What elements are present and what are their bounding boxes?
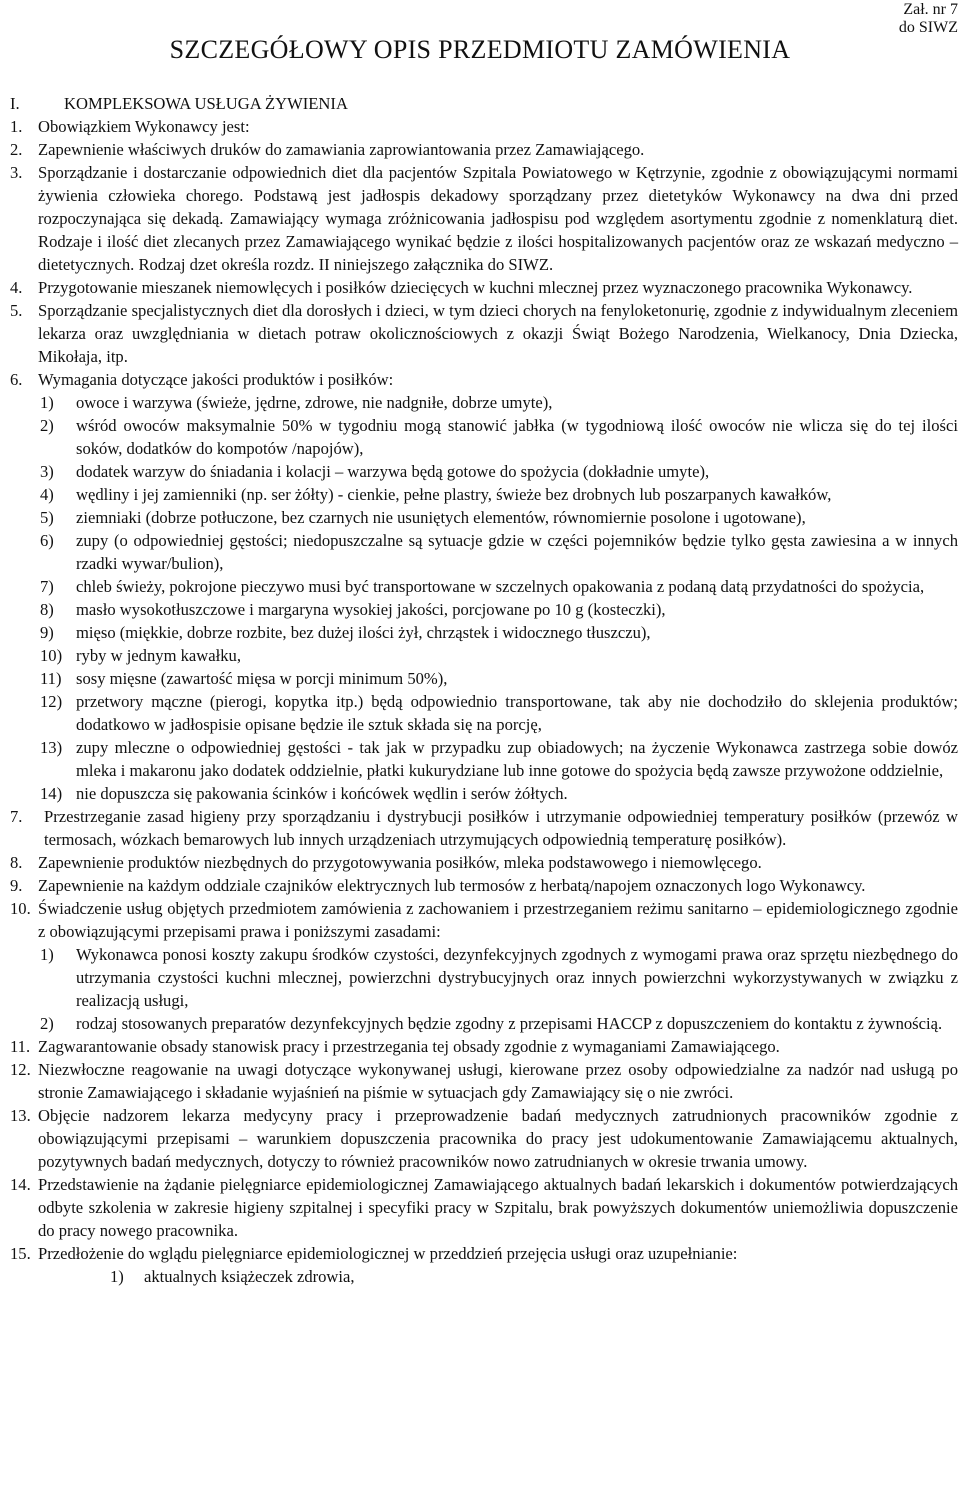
sublist-item-text: dodatek warzyw do śniadania i kolacji – warzywa będą gotowe do spożycia (dokładnie umyte), — [76, 462, 710, 481]
list-item-number: 2. — [10, 140, 23, 159]
list-item-number: 6. — [10, 370, 23, 389]
list-item-number: 10. — [10, 899, 31, 918]
list-item-6 — [10, 368, 958, 391]
list-item-number: 12. — [10, 1060, 31, 1079]
list-item-12 — [10, 1058, 958, 1104]
sublist-item-text: wędliny i jej zamienniki (np. ser żółty) - cienkie, pełne plastry, świeże bez drobnych lub poszarpanych kawałków, — [76, 485, 832, 504]
sublist-item-text: wśród owoców maksymalnie 50% w tygodniu mogą stanowić jabłka (w tygodniową ilość owoców nie wlicza się do tej ilości soków, dodatków do kompotów /napojów), — [76, 416, 958, 458]
sublist-item-number: 8) — [40, 600, 54, 619]
list-item-text: Świadczenie usług objętych przedmiotem zamówienia z zachowaniem i przestrzeganiem reżimu sanitarno – epidemiologicznego zgodnie z obowiązującymi przepisami prawa i poniższymi zasadami: — [38, 899, 958, 941]
sublist-item — [10, 483, 958, 506]
list-item-text: Przestrzeganie zasad higieny przy sporządzaniu i dystrybucji posiłków i utrzymanie odpowiedniej temperatury posiłków (przewóz w termosach, wózkach bemarowych lub innych urządzeniach utrzymujących odpowiednią temperaturę posiłków). — [44, 807, 958, 849]
sublist-item-number: 13) — [40, 738, 63, 757]
list-item-13 — [10, 1104, 958, 1173]
sublist-item-text: zupy mleczne o odpowiedniej gęstości - tak jak w przypadku zup obiadowych; na życzenie Wykonawca zastrzega sobie dowóz mleka i makaronu jako dodatek oddzielnie, płatki kukurydziane lub inne gotowe do spożycia będą zawsze przywożone oddzielnie, — [76, 738, 958, 780]
sublist-item — [10, 644, 958, 667]
list-item-number: 14. — [10, 1175, 31, 1194]
sublist-item-text: rodzaj stosowanych preparatów dezynfekcyjnych będzie zgodny z przepisami HACCP z dopuszczeniem do kontaktu z żywnością. — [76, 1014, 943, 1033]
sublist-item-text: chleb świeży, pokrojone pieczywo musi być transportowane w szczelnych opakowania z podaną datą przydatności do spożycia, — [76, 577, 925, 596]
list-item-number: 8. — [10, 853, 23, 872]
sublist-item — [10, 1265, 958, 1288]
list-item-11 — [10, 1035, 958, 1058]
sublist-item-text: Wykonawca ponosi koszty zakupu środków czystości, dezynfekcyjnych zgodnych z wymogami prawa oraz sprzętu niezbędnego do utrzymania czystości kuchni mlecznej, powierzchni dystrybucyjnych oraz innych powierzchni wykorzystywanych w związku z realizacją usługi, — [76, 945, 958, 1010]
list-item-text: Sporządzanie specjalistycznych diet dla dorosłych i dzieci, w tym dzieci chorych na fenyloketonurię, zgodnie z indywidualnym zleceniem lekarza oraz uwzględniania w dietach potraw okolicznościowych z okazji Świąt Bożego Narodzenia, Wielkanocy, Dnia Dziecka, Mikołaja, itp. — [38, 301, 958, 366]
attachment-number: Zał. nr 7 — [903, 1, 958, 18]
sublist-item-number: 10) — [40, 646, 63, 665]
sublist-item-text: zupy (o odpowiedniej gęstości; niedopuszczalne są sytuacje gdzie w części pojemników będzie tylko gęsta zawiesina a w innych rzadki wywar/bulion), — [76, 531, 958, 573]
list-item-text: Przygotowanie mieszanek niemowlęcych i posiłków dziecięcych w kuchni mlecznej przez wyznaczonego pracownika Wykonawcy. — [38, 278, 913, 297]
sublist-item-number: 5) — [40, 508, 54, 527]
list-item-1 — [10, 115, 958, 138]
list-item-number: 3. — [10, 163, 23, 182]
list-item-text: Zapewnienie na każdym oddziale czajników elektrycznych lub termosów z herbatą/napojem oznaczonych logo Wykonawcy. — [38, 876, 866, 895]
section-title: KOMPLEKSOWA USŁUGA ŻYWIENIA — [64, 94, 348, 113]
list-item-number: 9. — [10, 876, 23, 895]
list-item-10 — [10, 897, 958, 943]
sublist-item-number: 6) — [40, 531, 54, 550]
list-item-text: Przedłożenie do wglądu pielęgniarce epidemiologicznej w przeddzień przejęcia usługi oraz uzupełnianie: — [38, 1244, 738, 1263]
document-body — [10, 92, 958, 1288]
list-item-7 — [10, 805, 958, 851]
list-item-number: 7. — [10, 807, 23, 826]
sublist-item-number: 11) — [40, 669, 62, 688]
list-item-14 — [10, 1173, 958, 1242]
sublist-item-text: sosy mięsne (zawartość mięsa w porcji minimum 50%), — [76, 669, 448, 688]
list-item-2 — [10, 138, 958, 161]
list-item-text: Objęcie nadzorem lekarza medycyny pracy i przeprowadzenie badań medycznych zatrudnionych pracowników zgodnie z obowiązującymi przepisami – warunkiem dopuszczenia pracownika do pracy jest udokumentowanie Zamawiającemu aktualnych, pozytywnych badań medycznych, dotyczy to również pracowników nowo zatrudnianych w okresie trwania umowy. — [38, 1106, 958, 1171]
list-item-number: 1. — [10, 117, 23, 136]
list-item-number: 4. — [10, 278, 23, 297]
section-number: I. — [10, 94, 20, 113]
list-item-3 — [10, 161, 958, 276]
list-item-text: Zapewnienie produktów niezbędnych do przygotowywania posiłków, mleka podstawowego i niemowlęcego. — [38, 853, 762, 872]
list-item-text: Przedstawienie na żądanie pielęgniarce epidemiologicznej Zamawiającego aktualnych badań lekarskich i dokumentów potwierdzających odbyte szkolenia w zakresie higieny szpitalnej i specyfiki pracy w Szpitalu, brak powyższych dokumentów uniemożliwia dopuszczenie do pracy nowego pracownika. — [38, 1175, 958, 1240]
list-item-number: 5. — [10, 301, 23, 320]
sublist-item — [10, 575, 958, 598]
list-item-text: Sporządzanie i dostarczanie odpowiednich diet dla pacjentów Szpitala Powiatowego w Kętrzynie, zgodnie z obowiązującymi normami żywienia człowieka chorego. Podstawą jest jadłospis dekadowy sporządzany przez dietetyków Wykonawcy na dwa dni przed rozpoczynająca się dekadą. Zamawiający wymaga zróżnicowania jadłospisu pod względem asortymentu zgodnie z nomenklaturą diet. Rodzaje i ilość diet zlecanych przez Zamawiającego wynikać będzie z ilości hospitalizowanych pacjentów oraz ze wskazań medyczno – dietetycznych. Rodzaj dzet określa rozdz. II niniejszego załącznika do SIWZ. — [38, 163, 958, 274]
list-item-number: 13. — [10, 1106, 31, 1125]
list-item-number: 11. — [10, 1037, 31, 1056]
list-item-4 — [10, 276, 958, 299]
document-title: SZCZEGÓŁOWY OPIS PRZEDMIOTU ZAMÓWIENIA — [169, 35, 791, 64]
section-heading — [10, 92, 958, 115]
list-item-9 — [10, 874, 958, 897]
sublist-item — [10, 690, 958, 736]
list-item-15 — [10, 1242, 958, 1265]
list-item-text: Obowiązkiem Wykonawcy jest: — [38, 117, 250, 136]
sublist-item-text: masło wysokotłuszczowe i margaryna wysokiej jakości, porcjowane po 10 g (kosteczki), — [76, 600, 666, 619]
sublist-item-text: owoce i warzywa (świeże, jędrne, zdrowe, nie nadgniłe, dobrze umyte), — [76, 393, 553, 412]
sublist-item-text: ryby w jednym kawałku, — [76, 646, 241, 665]
sublist-item-number: 1) — [40, 945, 54, 964]
sublist-item-number: 7) — [40, 577, 54, 596]
sublist-item — [10, 598, 958, 621]
sublist-item-text: ziemniaki (dobrze potłuczone, bez czarnych nie usuniętych elementów, równomiernie posolone i ugotowane), — [76, 508, 806, 527]
list-item-text: Zagwarantowanie obsady stanowisk pracy i przestrzegania tej obsady zgodnie z wymaganiami Zamawiającego. — [38, 1037, 780, 1056]
sublist-item-number: 2) — [40, 1014, 54, 1033]
list-item-5 — [10, 299, 958, 368]
sublist-item-number: 1) — [110, 1267, 124, 1286]
attachment-reference: do SIWZ — [898, 19, 958, 36]
sublist-item-number: 3) — [40, 462, 54, 481]
sublist-item-number: 14) — [40, 784, 63, 803]
sublist-item-text: nie dopuszcza się pakowania ścinków i końcówek wędlin i serów żółtych. — [76, 784, 568, 803]
sublist-item-text: aktualnych książeczek zdrowia, — [144, 1267, 355, 1286]
sublist-item — [10, 667, 958, 690]
sublist-item — [10, 1012, 958, 1035]
sublist-item-number: 4) — [40, 485, 54, 504]
sublist-item — [10, 736, 958, 782]
sublist-item-number: 9) — [40, 623, 54, 642]
sublist-item — [10, 391, 958, 414]
sublist-item-text: przetwory mączne (pierogi, kopytka itp.) będą odpowiednio transportowane, tak aby nie dochodziło do sklejenia produktów; dodatkowo w jadłospisie opisane będzie ile sztuk składa się na porcję, — [76, 692, 958, 734]
list-item-text: Wymagania dotyczące jakości produktów i posiłków: — [38, 370, 394, 389]
attachment-note — [899, 1, 958, 37]
sublist-item — [10, 943, 958, 1012]
list-item-text: Zapewnienie właściwych druków do zamawiania zaprowiantowania przez Zamawiającego. — [38, 140, 645, 159]
sublist-item-number: 12) — [40, 692, 63, 711]
sublist-item — [10, 414, 958, 460]
sublist-item-number: 2) — [40, 416, 54, 435]
list-item-number: 15. — [10, 1244, 31, 1263]
list-item-8 — [10, 851, 958, 874]
sublist-item — [10, 529, 958, 575]
sublist-item-number: 1) — [40, 393, 54, 412]
sublist-item — [10, 621, 958, 644]
sublist-item — [10, 460, 958, 483]
sublist-item — [10, 506, 958, 529]
sublist-item-text: mięso (miękkie, dobrze rozbite, bez dużej ilości żył, chrząstek i widocznego tłuszczu), — [76, 623, 651, 642]
sublist-item — [10, 782, 958, 805]
list-item-text: Niezwłoczne reagowanie na uwagi dotyczące wykonywanej usługi, kierowane przez osoby odpowiedzialne za nadzór nad usługą po stronie Zamawiającego i składanie wyjaśnień na piśmie w sytuacjach gdy Zamawiający się o nie zwróci. — [38, 1060, 958, 1102]
